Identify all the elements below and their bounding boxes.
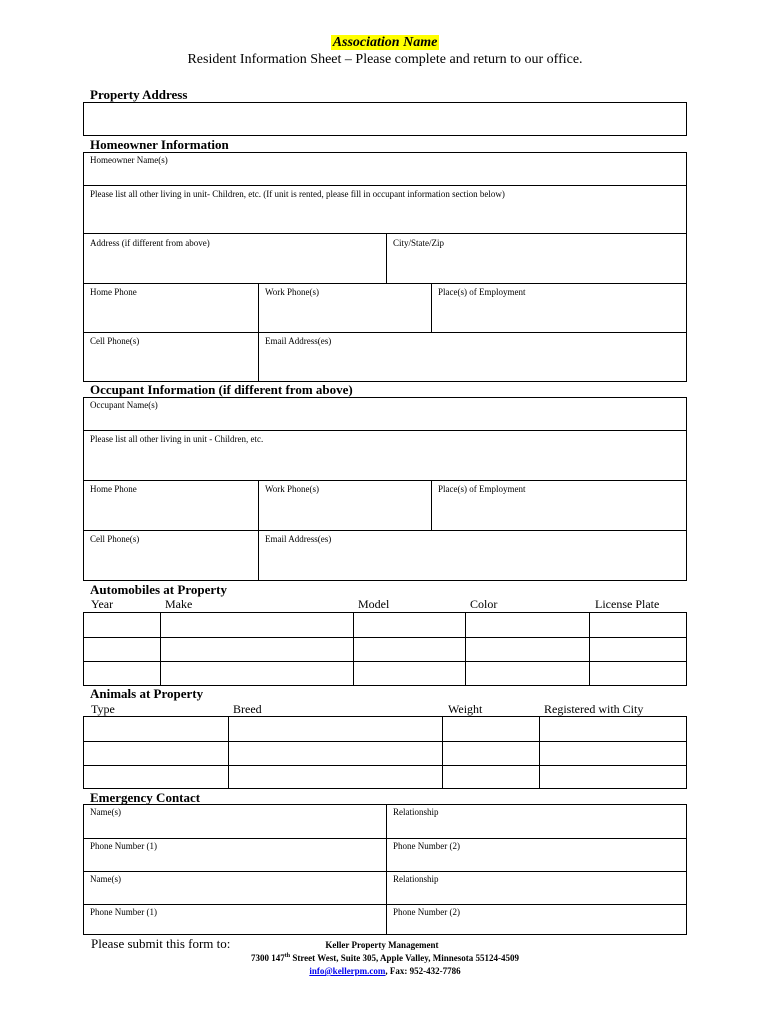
submit-instruction: Please submit this form to:	[91, 936, 231, 951]
emergency-relationship-field-1[interactable]	[386, 805, 686, 838]
occupant-names-field[interactable]	[84, 398, 686, 430]
emergency-phone1-field-1[interactable]	[84, 839, 386, 871]
homeowner-address-field[interactable]	[84, 234, 386, 283]
automobiles-heading: Automobiles at Property	[90, 582, 227, 597]
animal-weight-cell[interactable]	[442, 766, 539, 788]
auto-color-cell[interactable]	[465, 662, 589, 685]
homeowner-section	[83, 152, 687, 382]
emergency-phone1-field-2[interactable]	[84, 905, 386, 934]
property-address-heading: Property Address	[90, 87, 188, 102]
animal-weight-cell[interactable]	[442, 742, 539, 765]
auto-plate-cell[interactable]	[589, 662, 686, 685]
homeowner-cell-phone-label: Cell Phone(s)	[90, 336, 140, 346]
animal-weight-header: Weight	[448, 702, 483, 716]
occupant-email-field[interactable]	[258, 531, 686, 580]
emergency-names-label-1: Name(s)	[90, 807, 121, 817]
emergency-relationship-label-2: Relationship	[393, 874, 439, 884]
homeowner-heading: Homeowner Information	[90, 137, 229, 152]
auto-model-cell[interactable]	[353, 638, 465, 661]
auto-color-cell[interactable]	[465, 638, 589, 661]
occupant-email-label: Email Address(es)	[265, 534, 332, 544]
emergency-relationship-label-1: Relationship	[393, 807, 439, 817]
animal-registered-header: Registered with City	[544, 702, 644, 716]
association-name-text: Association Name	[332, 35, 438, 50]
address-ordinal: th	[284, 953, 291, 959]
auto-plate-cell[interactable]	[589, 613, 686, 637]
auto-year-cell[interactable]	[84, 613, 160, 637]
auto-make-header: Make	[165, 597, 193, 611]
occupant-cell-phone-field[interactable]	[84, 531, 258, 580]
emergency-phone1-label-2: Phone Number (1)	[90, 907, 157, 917]
homeowner-work-phone-label: Work Phone(s)	[265, 287, 320, 297]
occupant-names-label: Occupant Name(s)	[90, 400, 158, 410]
homeowner-email-field[interactable]	[258, 333, 686, 381]
homeowner-others-field[interactable]	[84, 186, 686, 233]
homeowner-city-label: City/State/Zip	[393, 238, 444, 248]
auto-model-header: Model	[358, 597, 390, 611]
auto-color-cell[interactable]	[465, 613, 589, 637]
emergency-phone2-label-1: Phone Number (2)	[393, 841, 460, 851]
emergency-names-field-1[interactable]	[84, 805, 386, 838]
homeowner-others-label: Please list all other living in unit- Children, etc. (If unit is rented, please fill in occupant information section below)	[90, 189, 505, 199]
auto-year-header: Year	[91, 597, 114, 611]
emergency-phone2-field-1[interactable]	[386, 839, 686, 871]
homeowner-address-label: Address (if different from above)	[90, 238, 210, 248]
auto-plate-header: License Plate	[595, 597, 660, 611]
property-address-field[interactable]	[83, 102, 687, 136]
animal-weight-cell[interactable]	[442, 717, 539, 741]
company-email-link[interactable]: info@kellerpm.com	[309, 966, 386, 976]
auto-color-header: Color	[470, 597, 498, 611]
occupant-cell-phone-label: Cell Phone(s)	[90, 534, 140, 544]
occupant-work-phone-field[interactable]	[258, 481, 431, 530]
homeowner-cell-phone-field[interactable]	[84, 333, 258, 381]
company-fax: , Fax: 952-432-7786	[385, 966, 461, 976]
company-address	[120, 953, 650, 963]
auto-year-cell[interactable]	[84, 638, 160, 661]
emergency-phone2-field-2[interactable]	[386, 905, 686, 934]
homeowner-city-field[interactable]	[386, 234, 686, 283]
occupant-others-field[interactable]	[84, 431, 686, 480]
occupant-employment-label: Place(s) of Employment	[438, 484, 526, 494]
address-number: 7300 147	[250, 953, 285, 963]
animals-table	[83, 716, 687, 789]
auto-year-cell[interactable]	[84, 662, 160, 685]
association-name	[0, 33, 770, 51]
animal-type-cell[interactable]	[84, 742, 228, 765]
animal-type-cell[interactable]	[84, 717, 228, 741]
occupant-home-phone-label: Home Phone	[90, 484, 137, 494]
animal-breed-cell[interactable]	[228, 742, 442, 765]
address-street: Street West, Suite 305, Apple Valley, Minnesota 55124-4509	[290, 953, 520, 963]
occupant-others-label: Please list all other living in unit - Children, etc.	[90, 434, 264, 444]
animal-breed-cell[interactable]	[228, 717, 442, 741]
occupant-employment-field[interactable]	[431, 481, 686, 530]
animal-type-cell[interactable]	[84, 766, 228, 788]
automobiles-table	[83, 612, 687, 686]
auto-plate-cell[interactable]	[589, 638, 686, 661]
emergency-phone2-label-2: Phone Number (2)	[393, 907, 460, 917]
auto-make-cell[interactable]	[160, 638, 353, 661]
emergency-heading: Emergency Contact	[90, 790, 201, 805]
emergency-section	[83, 804, 687, 935]
homeowner-names-field[interactable]	[84, 153, 686, 185]
occupant-section	[83, 397, 687, 581]
animal-breed-cell[interactable]	[228, 766, 442, 788]
homeowner-employment-field[interactable]	[431, 284, 686, 332]
emergency-phone1-label-1: Phone Number (1)	[90, 841, 157, 851]
auto-model-cell[interactable]	[353, 613, 465, 637]
emergency-names-label-2: Name(s)	[90, 874, 121, 884]
auto-model-cell[interactable]	[353, 662, 465, 685]
auto-make-cell[interactable]	[160, 662, 353, 685]
company-name: Keller Property Management	[325, 940, 439, 950]
occupant-heading: Occupant Information (if different from above)	[90, 382, 353, 397]
homeowner-home-phone-label: Home Phone	[90, 287, 137, 297]
occupant-work-phone-label: Work Phone(s)	[265, 484, 320, 494]
homeowner-employment-label: Place(s) of Employment	[438, 287, 526, 297]
animal-registered-cell[interactable]	[539, 717, 686, 741]
animals-heading: Animals at Property	[90, 686, 204, 701]
emergency-relationship-field-2[interactable]	[386, 872, 686, 904]
company-contact	[200, 966, 570, 976]
occupant-home-phone-field[interactable]	[84, 481, 258, 530]
animal-registered-cell[interactable]	[539, 766, 686, 788]
emergency-names-field-2[interactable]	[84, 872, 386, 904]
animal-registered-cell[interactable]	[539, 742, 686, 765]
homeowner-home-phone-field[interactable]	[84, 284, 258, 332]
auto-make-cell[interactable]	[160, 613, 353, 637]
form-subtitle: Resident Information Sheet – Please complete and return to our office.	[187, 52, 583, 67]
homeowner-work-phone-field[interactable]	[258, 284, 431, 332]
homeowner-email-label: Email Address(es)	[265, 336, 332, 346]
animal-type-header: Type	[91, 702, 115, 716]
homeowner-names-label: Homeowner Name(s)	[90, 155, 168, 165]
animal-breed-header: Breed	[233, 702, 262, 716]
